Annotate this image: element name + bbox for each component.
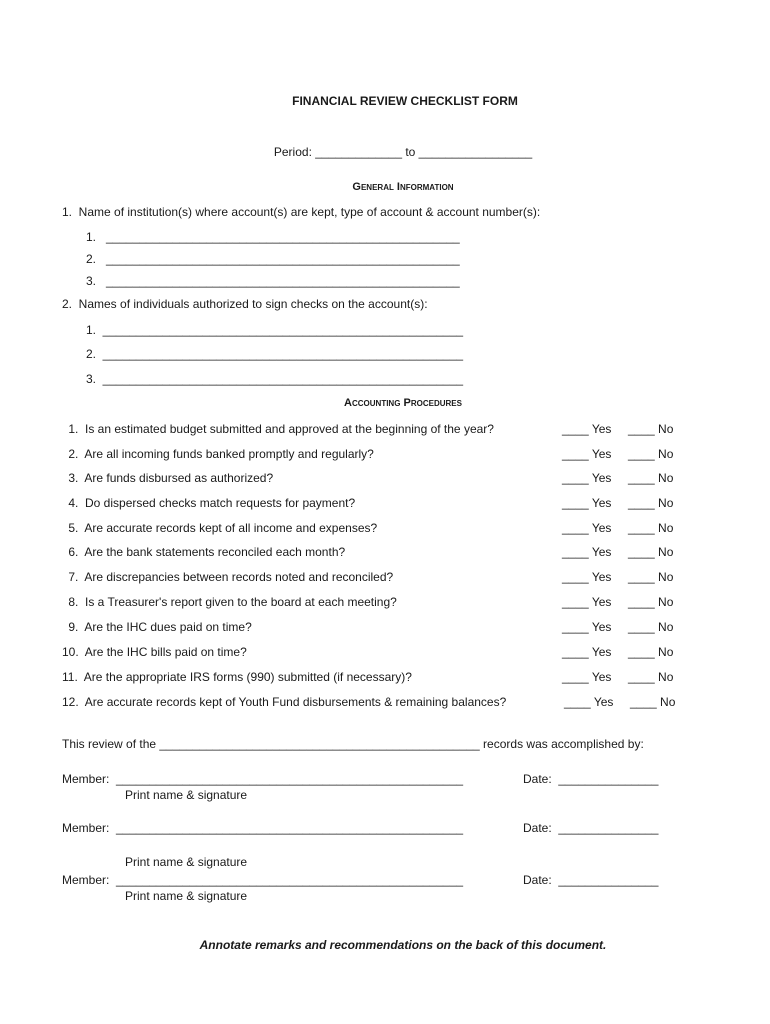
member-signature-line-2[interactable]: Member: ____________________________________________________: [62, 821, 464, 835]
no-option[interactable]: ____ No: [628, 545, 674, 559]
yes-option[interactable]: ____ Yes: [562, 447, 612, 461]
print-name-label-1: Print name & signature: [125, 788, 248, 802]
institution-line-3[interactable]: 3. _____________________________________________________: [86, 274, 460, 288]
date-field-1[interactable]: Date: _______________: [523, 772, 659, 786]
signer-line-2[interactable]: 2. ______________________________________________________: [86, 347, 464, 361]
accounting-question: 9. Are the IHC dues paid on time?: [65, 620, 252, 634]
yes-option[interactable]: ____ Yes: [562, 471, 612, 485]
no-option[interactable]: ____ No: [628, 447, 674, 461]
accounting-heading: Accounting Procedures: [344, 397, 462, 409]
accounting-question: 3. Are funds disbursed as authorized?: [65, 471, 274, 485]
accounting-question: 1. Is an estimated budget submitted and approved at the beginning of the year?: [65, 422, 494, 436]
accounting-question: 2. Are all incoming funds banked promptly and regularly?: [65, 447, 374, 461]
date-field-3[interactable]: Date: _______________: [523, 873, 659, 887]
yes-option[interactable]: ____ Yes: [562, 496, 612, 510]
yes-option[interactable]: ____ Yes: [562, 422, 612, 436]
accounting-question: 4. Do dispersed checks match requests for payment?: [65, 496, 356, 510]
no-option[interactable]: ____ No: [628, 471, 674, 485]
yes-option[interactable]: ____ Yes: [562, 521, 612, 535]
accounting-question: 7. Are discrepancies between records noted and reconciled?: [65, 570, 394, 584]
yes-option[interactable]: ____ Yes: [562, 645, 612, 659]
yes-option[interactable]: ____ Yes: [564, 695, 614, 709]
accounting-question: 11. Are the appropriate IRS forms (990) submitted (if necessary)?: [62, 670, 412, 684]
no-option[interactable]: ____ No: [628, 496, 674, 510]
member-signature-line-3[interactable]: Member: ____________________________________________________: [62, 873, 464, 887]
no-option[interactable]: ____ No: [628, 521, 674, 535]
no-option[interactable]: ____ No: [628, 422, 674, 436]
yes-option[interactable]: ____ Yes: [562, 545, 612, 559]
accounting-question: 8. Is a Treasurer's report given to the board at each meeting?: [65, 595, 397, 609]
review-statement[interactable]: This review of the ________________________________________________ records was accomplished by:: [62, 737, 644, 751]
yes-option[interactable]: ____ Yes: [562, 670, 612, 684]
no-option[interactable]: ____ No: [628, 595, 674, 609]
print-name-label-3: Print name & signature: [125, 889, 248, 903]
general-info-heading: General Information: [352, 181, 454, 193]
no-option[interactable]: ____ No: [628, 620, 674, 634]
no-option[interactable]: ____ No: [630, 695, 676, 709]
yes-option[interactable]: ____ Yes: [562, 620, 612, 634]
form-title: FINANCIAL REVIEW CHECKLIST FORM: [292, 94, 518, 108]
signer-line-3[interactable]: 3. ______________________________________________________: [86, 372, 464, 386]
question-institutions: 1. Name of institution(s) where account(s) are kept, type of account & account number(s):: [62, 205, 541, 219]
accounting-question: 6. Are the bank statements reconciled each month?: [65, 545, 346, 559]
institution-line-1[interactable]: 1. _____________________________________________________: [86, 230, 460, 244]
accounting-question: 10. Are the IHC bills paid on time?: [62, 645, 247, 659]
print-name-label-2: Print name & signature: [125, 855, 248, 869]
no-option[interactable]: ____ No: [628, 645, 674, 659]
signer-line-1[interactable]: 1. ______________________________________________________: [86, 323, 464, 337]
yes-option[interactable]: ____ Yes: [562, 570, 612, 584]
footer-note: Annotate remarks and recommendations on the back of this document.: [199, 938, 607, 952]
institution-line-2[interactable]: 2. _____________________________________________________: [86, 252, 460, 266]
yes-option[interactable]: ____ Yes: [562, 595, 612, 609]
question-signers: 2. Names of individuals authorized to sign checks on the account(s):: [62, 297, 428, 311]
no-option[interactable]: ____ No: [628, 670, 674, 684]
member-signature-line-1[interactable]: Member: ____________________________________________________: [62, 772, 464, 786]
accounting-question: 5. Are accurate records kept of all income and expenses?: [65, 521, 378, 535]
period-field[interactable]: Period: _____________ to _________________: [273, 145, 533, 159]
accounting-question: 12. Are accurate records kept of Youth Fund disbursements & remaining balances?: [62, 695, 507, 709]
no-option[interactable]: ____ No: [628, 570, 674, 584]
date-field-2[interactable]: Date: _______________: [523, 821, 659, 835]
